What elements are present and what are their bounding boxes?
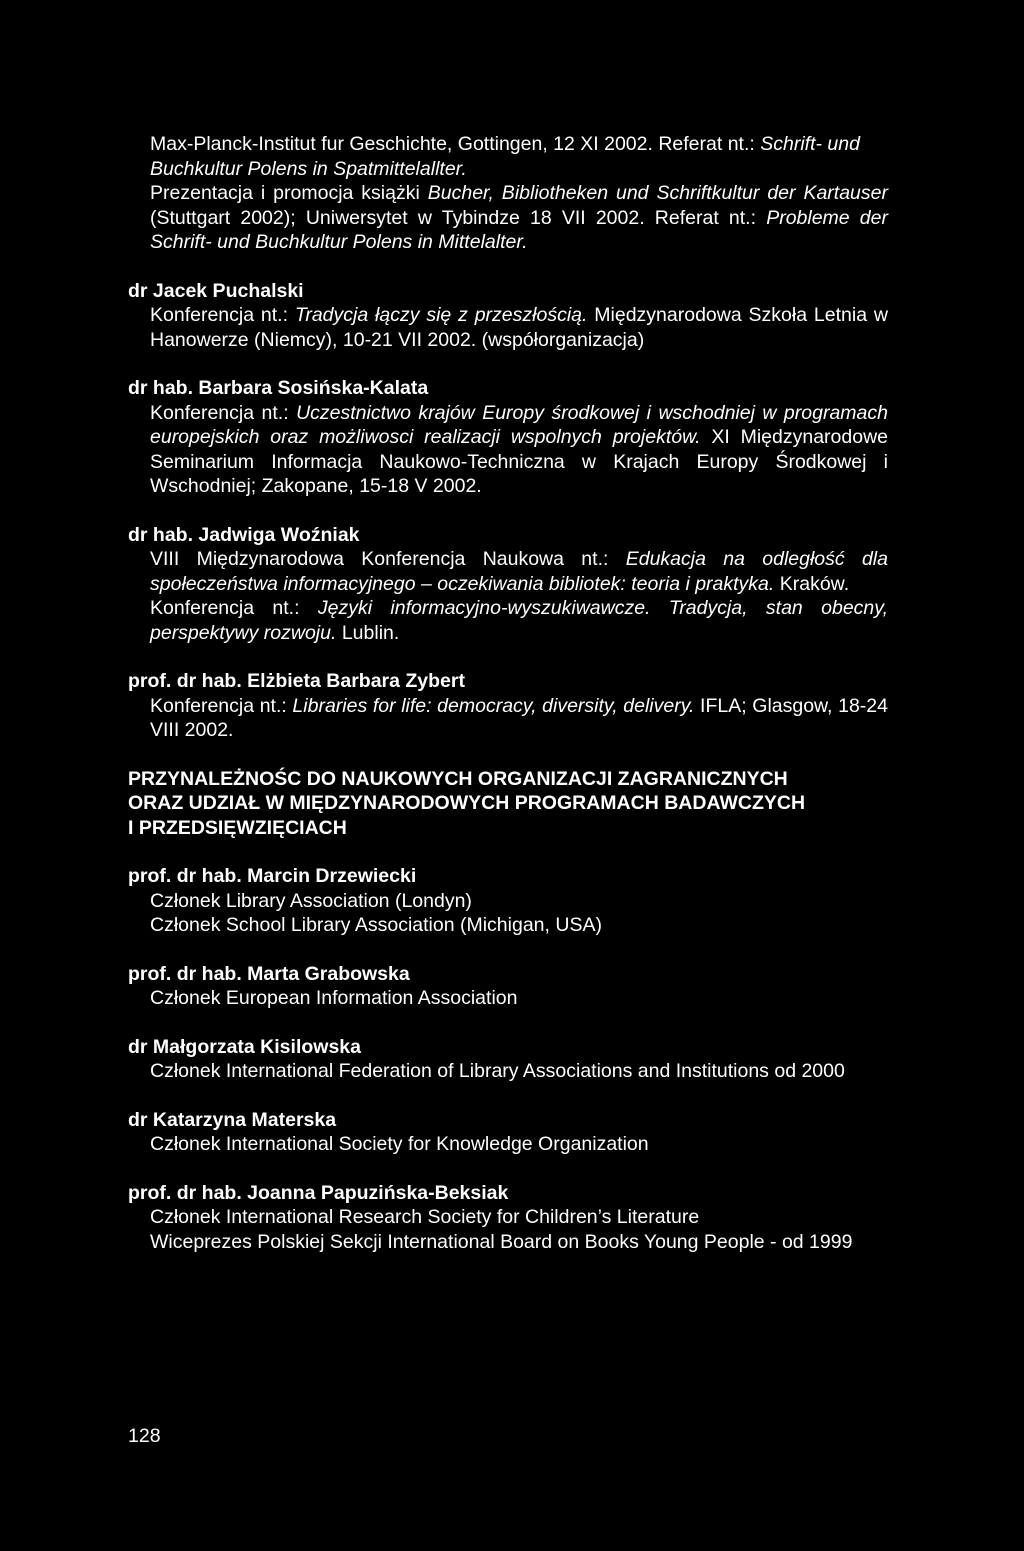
entry-text: Konferencja nt.:	[150, 597, 318, 619]
member-entry	[128, 962, 888, 1011]
person-name: prof. dr hab. Marta Grabowska	[128, 962, 410, 985]
membership-line: Członek International Research Society for Children’s Literature	[150, 1206, 700, 1228]
intro-text: (Stuttgart 2002); Uniwersytet w Tybindze 18 VII 2002. Referat nt.:	[150, 206, 767, 229]
person-name: dr Katarzyna Materska	[128, 1108, 337, 1131]
conference-entry	[128, 303, 888, 352]
membership-line: Członek International Federation of Library Associations and Institutions od 2000	[150, 1060, 845, 1082]
conference-title: Libraries for life: democracy, diversity, delivery.	[292, 694, 695, 717]
membership-line: Członek School Library Association (Michigan, USA)	[150, 914, 602, 936]
intro-paragraph-2	[128, 181, 888, 255]
entry-text: Konferencja nt.:	[150, 401, 297, 424]
entry-text: Kraków.	[774, 572, 850, 595]
entry-text: VIII Międzynarodowa Konferencja Naukowa nt.:	[150, 548, 626, 570]
conference-title: Uczestnictwo krajów Europy środkowej i wschodniej w programach europejskich oraz możliwosci realizacji wspolnych projektów.	[150, 401, 888, 448]
conference-title: Tradycja łączy się z przeszłością.	[294, 304, 588, 326]
heading-line: I PRZEDSIĘWZIĘCIACH	[128, 816, 347, 839]
member-entry	[128, 1181, 888, 1255]
lecture-title: Probleme der Schrift- und Buchkultur Polens in Mittelalter.	[150, 206, 888, 253]
person-name: prof. dr hab. Elżbieta Barbara Zybert	[128, 670, 465, 692]
conference-entry	[128, 596, 888, 645]
person-name: dr hab. Jadwiga Woźniak	[128, 523, 360, 546]
conference-entry	[128, 694, 888, 743]
member-entry	[128, 1035, 888, 1084]
person-name: dr Jacek Puchalski	[128, 279, 304, 302]
membership-line: Wiceprezes Polskiej Sekcji International Board on Books Young People - od 1999	[150, 1230, 853, 1253]
entry-text: Lublin.	[336, 621, 400, 644]
entry-text: Konferencja nt.:	[150, 304, 295, 326]
intro-paragraph-1	[128, 132, 888, 181]
person-name: dr hab. Barbara Sosińska-Kalata	[128, 377, 429, 399]
entry-text: Konferencja nt.:	[150, 694, 293, 717]
page-content	[128, 132, 888, 1254]
conference-title: Języki informacyjno-wyszukiwawcze. Tradycja, stan obecny, perspektywy rozwoju.	[150, 597, 888, 644]
intro-text: Max-Planck-Institut fur Geschichte, Gottingen, 12 XI 2002. Referat nt.:	[150, 133, 761, 155]
heading-line: PRZYNALEŻNOŚC DO NAUKOWYCH ORGANIZACJI ZAGRANICZNYCH	[128, 767, 788, 790]
membership-line: Członek International Society for Knowledge Organization	[150, 1133, 649, 1155]
person-name: prof. dr hab. Joanna Papuzińska-Beksiak	[128, 1181, 509, 1204]
entry-text: Międzynarodowa Szkoła Letnia w Hanowerze (Niemcy), 10-21 VII 2002. (współorganizacja)	[150, 304, 888, 351]
entry-text: IFLA; Glasgow, 18-24 VIII 2002.	[150, 694, 888, 741]
member-entry	[128, 864, 888, 938]
conference-title: Edukacja na odległość dla społeczeństwa informacyjnego – oczekiwania bibliotek: teoria i praktyka.	[150, 548, 888, 595]
person-name: dr Małgorzata Kisilowska	[128, 1035, 361, 1058]
entry-text: XI Międzynarodowe Seminarium Informacja Naukowo-Techniczna w Krajach Europy Środkowej i Wschodniej; Zakopane, 15-18 V 2002.	[150, 426, 889, 497]
member-entry	[128, 1108, 888, 1157]
intro-title: Schrift- und Buchkultur Polens in Spatmittelallter.	[150, 133, 860, 180]
membership-line: Członek European Information Association	[150, 987, 518, 1009]
section-heading	[128, 767, 888, 841]
intro-text: Prezentacja i promocja książki	[150, 182, 428, 204]
heading-line: ORAZ UDZIAŁ W MIĘDZYNARODOWYCH PROGRAMACH BADAWCZYCH	[128, 792, 806, 814]
person-name: prof. dr hab. Marcin Drzewiecki	[128, 865, 417, 887]
membership-line: Członek Library Association (Londyn)	[150, 889, 472, 912]
conference-entry	[128, 547, 888, 596]
conference-entry	[128, 401, 888, 499]
page-number: 128	[128, 1425, 161, 1447]
book-title: Bucher, Bibliotheken und Schriftkultur der Kartauser	[427, 182, 888, 204]
